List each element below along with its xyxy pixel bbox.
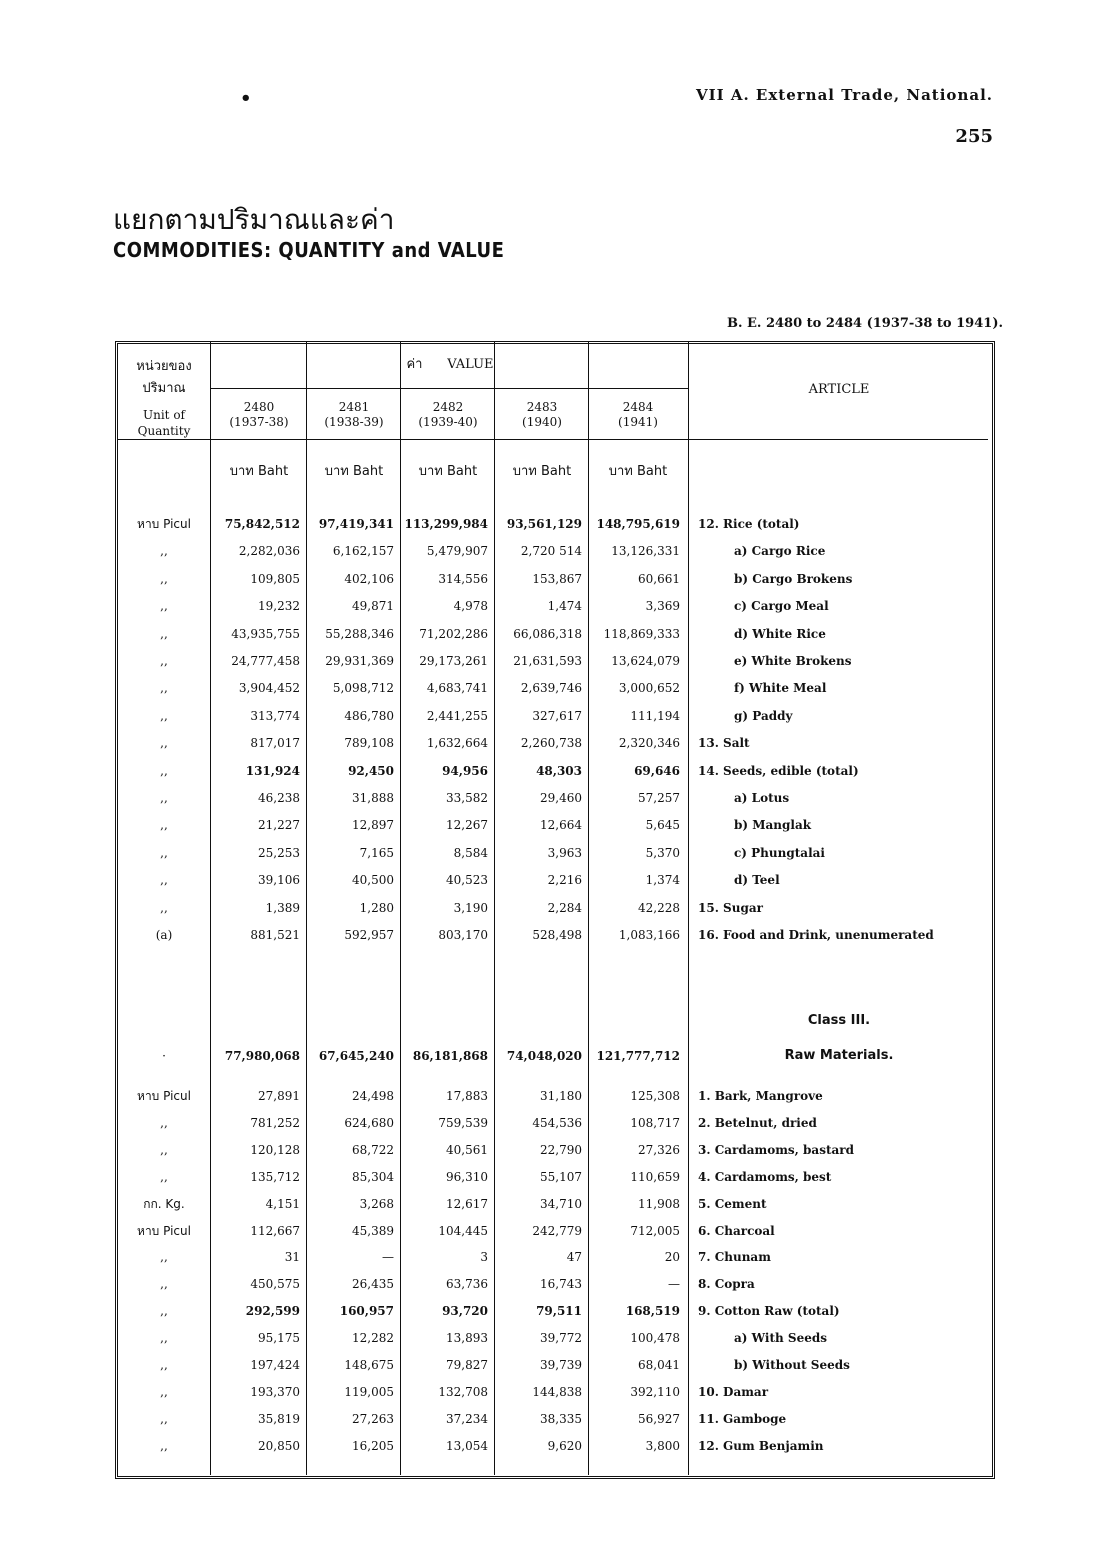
value-cell: 5,370 [645, 845, 680, 860]
value-header-rule [210, 388, 688, 389]
currency-label: บาท Baht [608, 464, 668, 479]
value-cell: 1,083,166 [618, 928, 680, 942]
unit-cell: กก. Kg. [143, 1196, 185, 1211]
value-cell: 37,234 [446, 1411, 488, 1426]
article-cell: 9. Cotton Raw (total) [698, 1304, 840, 1319]
value-cell: 759,539 [438, 1115, 488, 1130]
value-cell: 2,284 [547, 900, 582, 915]
unit-cell: ,, [160, 873, 168, 888]
value-cell: 16,743 [540, 1277, 582, 1292]
value-cell: 71,202,286 [419, 626, 488, 641]
unit-cell: ,, [160, 791, 168, 805]
value-cell: 4,683,741 [426, 681, 488, 696]
value-cell: 110,659 [630, 1169, 680, 1184]
value-cell: 12,267 [446, 818, 488, 833]
column-divider [400, 342, 401, 1475]
value-cell: 528,498 [532, 928, 582, 942]
unit-cell: ,, [160, 736, 168, 751]
value-cell: 27,263 [352, 1411, 394, 1426]
year-header-be: 2483 [526, 400, 558, 414]
value-cell: 45,389 [352, 1223, 394, 1238]
value-cell: 2,282,036 [238, 544, 300, 559]
value-cell: 27,326 [638, 1142, 680, 1157]
value-cell: 803,170 [438, 928, 488, 942]
value-cell: — [668, 1277, 680, 1292]
value-cell: 68,041 [638, 1358, 680, 1372]
unit-cell: ,, [160, 1304, 168, 1319]
article-cell: 4. Cardamoms, best [698, 1169, 832, 1184]
article-cell: f) White Meal [734, 681, 827, 696]
article-cell: 12. Gum Benjamin [698, 1438, 824, 1453]
value-cell: 60,661 [638, 571, 680, 586]
currency-label: บาท Baht [512, 464, 572, 479]
unit-cell: ,, [160, 681, 168, 696]
value-cell: 95,175 [258, 1331, 300, 1346]
article-cell: 15. Sugar [698, 900, 763, 915]
article-cell: b) Cargo Brokens [734, 571, 853, 586]
value-cell: 40,500 [352, 873, 394, 888]
value-cell: 4,151 [265, 1196, 300, 1211]
value-cell: 3,190 [453, 900, 488, 915]
article-cell: 2. Betelnut, dried [698, 1115, 817, 1130]
page-title-thai: แยกตามปริมาณและค่า [113, 203, 395, 236]
article-cell: a) With Seeds [734, 1331, 827, 1346]
value-cell: 31,888 [352, 791, 394, 805]
value-cell: 93,561,129 [506, 517, 582, 531]
value-header-thai: ค่า [406, 357, 423, 372]
article-cell: 1. Bark, Mangrove [698, 1089, 823, 1103]
value-cell: 25,253 [258, 845, 300, 860]
value-cell: 242,779 [532, 1223, 582, 1238]
value-cell: 26,435 [352, 1277, 394, 1292]
value-cell: 42,228 [638, 900, 680, 915]
value-cell: 2,720 514 [520, 544, 582, 559]
value-cell: 1,474 [547, 599, 582, 614]
column-divider [688, 342, 689, 1475]
value-cell: 24,777,458 [231, 654, 300, 668]
article-cell: c) Phungtalai [734, 845, 825, 860]
value-cell: 193,370 [250, 1384, 300, 1399]
value-cell: 486,780 [344, 708, 394, 723]
class-heading: Class III. [807, 1013, 871, 1028]
value-cell: 113,299,984 [404, 517, 488, 531]
value-cell: 6,162,157 [332, 544, 394, 559]
unit-cell: ,, [160, 599, 168, 614]
value-cell: 3,963 [547, 845, 582, 860]
value-cell: 121,777,712 [596, 1049, 680, 1063]
value-cell: 29,931,369 [325, 654, 394, 668]
value-cell: 5,098,712 [332, 681, 394, 696]
value-cell: 402,106 [344, 571, 394, 586]
unit-header-en-1: Unit of [143, 408, 185, 422]
currency-label: บาท Baht [229, 464, 289, 479]
value-cell: 85,304 [352, 1169, 394, 1184]
header-rule [118, 439, 988, 440]
unit-cell: ,, [160, 900, 168, 915]
value-cell: 47 [566, 1250, 582, 1265]
value-cell: 94,956 [442, 763, 488, 778]
article-cell: 8. Copra [698, 1277, 755, 1292]
value-cell: 22,790 [540, 1142, 582, 1157]
value-cell: 153,867 [532, 571, 582, 586]
article-cell: e) White Brokens [734, 654, 852, 668]
unit-header-en-2: Quantity [137, 424, 191, 438]
value-cell: 132,708 [438, 1384, 488, 1399]
value-cell: 13,126,331 [611, 544, 680, 559]
value-cell: 120,128 [250, 1142, 300, 1157]
value-cell: 46,238 [258, 791, 300, 805]
value-cell: 92,450 [348, 763, 394, 778]
value-cell: 69,646 [634, 763, 680, 778]
value-cell: 4,978 [453, 599, 488, 614]
value-cell: 93,720 [442, 1304, 488, 1319]
article-cell: b) Manglak [734, 818, 812, 833]
unit-cell: ,, [160, 626, 168, 641]
column-divider [588, 342, 589, 1475]
value-cell: 11,908 [638, 1196, 680, 1211]
value-cell: 781,252 [250, 1115, 300, 1130]
value-cell: 39,106 [258, 873, 300, 888]
article-cell: 3. Cardamoms, bastard [698, 1142, 854, 1157]
value-cell: 40,523 [446, 873, 488, 888]
unit-cell: ,, [160, 1277, 168, 1292]
value-cell: 2,260,738 [520, 736, 582, 751]
value-cell: 13,893 [446, 1331, 488, 1346]
article-cell: 13. Salt [698, 736, 750, 751]
year-header-be: 2480 [243, 400, 275, 414]
unit-cell: ,, [160, 845, 168, 860]
value-cell: 104,445 [438, 1223, 488, 1238]
article-cell: g) Paddy [734, 708, 793, 723]
year-header-ad: (1938-39) [324, 415, 384, 429]
value-cell: 24,498 [352, 1089, 394, 1103]
value-cell: 27,891 [258, 1089, 300, 1103]
value-cell: 5,479,907 [426, 544, 488, 559]
value-cell: 3 [480, 1250, 488, 1265]
page-number: 255 [955, 126, 993, 147]
value-cell: 148,795,619 [596, 517, 680, 531]
value-cell: 118,869,333 [603, 626, 680, 641]
value-cell: 7,165 [359, 845, 394, 860]
value-cell: 96,310 [446, 1169, 488, 1184]
value-cell: 49,871 [352, 599, 394, 614]
value-cell: 1,374 [645, 873, 680, 888]
unit-header-thai-1: หน่วยของ [136, 359, 192, 374]
value-cell: 454,536 [532, 1115, 582, 1130]
value-cell: 66,086,318 [513, 626, 582, 641]
value-cell: 38,335 [540, 1411, 582, 1426]
value-cell: 131,924 [245, 763, 300, 778]
page-title-english: COMMODITIES: QUANTITY and VALUE [113, 238, 505, 262]
unit-cell: หาบ Picul [137, 517, 191, 531]
value-cell: 108,717 [630, 1115, 680, 1130]
unit-header-thai-2: ปริมาณ [142, 381, 186, 396]
article-cell: 7. Chunam [698, 1250, 771, 1265]
currency-label: บาท Baht [324, 464, 384, 479]
unit-cell: ,, [160, 1411, 168, 1426]
unit-cell: ,, [160, 654, 168, 668]
value-cell: 57,257 [638, 791, 680, 805]
value-cell: 3,268 [359, 1196, 394, 1211]
article-cell: 11. Gamboge [698, 1411, 787, 1426]
value-cell: 2,320,346 [618, 736, 680, 751]
unit-cell: ,, [160, 1250, 168, 1265]
value-cell: 12,282 [352, 1331, 394, 1346]
value-cell: 21,227 [258, 818, 300, 833]
value-cell: 31 [284, 1250, 300, 1265]
value-cell: 43,935,755 [231, 626, 300, 641]
value-cell: 450,575 [250, 1277, 300, 1292]
value-cell: 16,205 [352, 1438, 394, 1453]
article-cell: b) Without Seeds [734, 1358, 850, 1372]
value-cell: 79,511 [536, 1304, 582, 1319]
article-cell: c) Cargo Meal [734, 599, 829, 614]
unit-cell: ,, [160, 1169, 168, 1184]
unit-cell: ,, [160, 1358, 168, 1372]
unit-cell: ,, [160, 571, 168, 586]
column-divider [306, 342, 307, 1475]
value-cell: 86,181,868 [412, 1049, 488, 1063]
value-cell: 12,897 [352, 818, 394, 833]
unit-cell: ,, [160, 1331, 168, 1346]
article-cell: 6. Charcoal [698, 1223, 775, 1238]
value-cell: 881,521 [250, 928, 300, 942]
class-total-label: Raw Materials. [784, 1048, 894, 1063]
value-cell: 3,000,652 [618, 681, 680, 696]
value-cell: 19,232 [258, 599, 300, 614]
column-divider [210, 342, 211, 1475]
value-cell: 79,827 [446, 1358, 488, 1372]
value-cell: 712,005 [630, 1223, 680, 1238]
value-cell: 31,180 [540, 1089, 582, 1103]
article-cell: 12. Rice (total) [698, 517, 800, 531]
value-cell: 9,620 [547, 1438, 582, 1453]
value-cell: 35,819 [258, 1411, 300, 1426]
year-header-ad: (1939-40) [418, 415, 478, 429]
value-cell: 75,842,512 [224, 517, 300, 531]
unit-cell: (a) [155, 928, 173, 942]
value-cell: 119,005 [344, 1384, 394, 1399]
article-header: ARTICLE [808, 382, 870, 397]
unit-cell: ,, [160, 763, 168, 778]
period-label: B. E. 2480 to 2484 (1937-38 to 1941). [726, 316, 1003, 331]
value-cell: 3,904,452 [238, 681, 300, 696]
value-cell: — [382, 1250, 394, 1265]
year-header-ad: (1940) [522, 415, 562, 429]
value-cell: 97,419,341 [318, 517, 394, 531]
unit-cell: ,, [160, 1142, 168, 1157]
article-cell: a) Lotus [734, 791, 790, 805]
value-cell: 327,617 [532, 708, 582, 723]
value-cell: 392,110 [630, 1384, 680, 1399]
unit-cell: ,, [160, 1384, 168, 1399]
year-header-be: 2484 [622, 400, 654, 414]
unit-cell: ,, [160, 544, 168, 559]
value-cell: 13,054 [446, 1438, 488, 1453]
value-header-english: VALUE [447, 357, 494, 372]
article-cell: 16. Food and Drink, unenumerated [698, 928, 934, 942]
value-cell: 39,772 [540, 1331, 582, 1346]
article-cell: d) White Rice [734, 626, 826, 641]
value-cell: 144,838 [532, 1384, 582, 1399]
value-cell: 56,927 [638, 1411, 680, 1426]
value-cell: 1,280 [359, 900, 394, 915]
value-cell: 34,710 [540, 1196, 582, 1211]
value-cell: 33,582 [446, 791, 488, 805]
value-cell: 1,632,664 [426, 736, 488, 751]
value-cell: 21,631,593 [513, 654, 582, 668]
value-cell: 55,107 [540, 1169, 582, 1184]
year-header-be: 2481 [338, 400, 370, 414]
article-cell: a) Cargo Rice [734, 544, 826, 559]
article-cell: 14. Seeds, edible (total) [698, 763, 859, 778]
value-cell: 314,556 [438, 571, 488, 586]
value-cell: 8,584 [453, 845, 488, 860]
value-cell: 112,667 [250, 1223, 300, 1238]
article-cell: 5. Cement [698, 1196, 767, 1211]
value-cell: 12,664 [540, 818, 582, 833]
value-cell: 789,108 [344, 736, 394, 751]
header-bullet: • [240, 88, 252, 109]
currency-label: บาท Baht [418, 464, 478, 479]
value-cell: 160,957 [339, 1304, 394, 1319]
value-cell: 135,712 [250, 1169, 300, 1184]
value-cell: 168,519 [625, 1304, 680, 1319]
unit-cell: ,, [160, 818, 168, 833]
unit-cell: หาบ Picul [137, 1089, 191, 1103]
value-cell: 592,957 [344, 928, 394, 942]
value-cell: 55,288,346 [325, 626, 394, 641]
value-cell: 39,739 [540, 1358, 582, 1372]
value-cell: 67,645,240 [318, 1049, 394, 1063]
value-cell: 40,561 [446, 1142, 488, 1157]
value-cell: 12,617 [446, 1196, 488, 1211]
value-cell: 48,303 [536, 763, 582, 778]
article-cell: d) Teel [734, 873, 780, 888]
value-cell: 74,048,020 [506, 1049, 582, 1063]
value-cell: 5,645 [645, 818, 680, 833]
value-cell: 125,308 [630, 1089, 680, 1103]
article-cell: 10. Damar [698, 1384, 769, 1399]
value-header [212, 358, 688, 372]
value-cell: 63,736 [446, 1277, 488, 1292]
value-cell: 68,722 [352, 1142, 394, 1157]
value-cell: 13,624,079 [611, 654, 680, 668]
unit-cell: หาบ Picul [137, 1223, 191, 1238]
value-cell: 292,599 [245, 1304, 300, 1319]
year-header-ad: (1937-38) [229, 415, 289, 429]
value-cell: 2,216 [547, 873, 582, 888]
value-cell: 3,800 [645, 1438, 680, 1453]
value-cell: 20 [664, 1250, 680, 1265]
year-header-ad: (1941) [618, 415, 658, 429]
unit-cell: ,, [160, 1115, 168, 1130]
unit-cell: ,, [160, 1438, 168, 1453]
value-cell: 29,173,261 [419, 654, 488, 668]
year-header-be: 2482 [432, 400, 464, 414]
value-cell: 2,639,746 [520, 681, 582, 696]
column-divider [494, 342, 495, 1475]
value-cell: 197,424 [250, 1358, 300, 1372]
unit-cell: ,, [160, 708, 168, 723]
value-cell: 624,680 [344, 1115, 394, 1130]
value-cell: 148,675 [344, 1358, 394, 1372]
value-cell: 313,774 [250, 708, 300, 723]
value-cell: 17,883 [446, 1089, 488, 1103]
value-cell: 2,441,255 [426, 708, 488, 723]
value-cell: 1,389 [265, 900, 300, 915]
value-cell: 77,980,068 [224, 1049, 300, 1063]
unit-cell: · [162, 1049, 166, 1063]
section-title: VII A. External Trade, National. [695, 86, 993, 104]
value-cell: 109,805 [250, 571, 300, 586]
value-cell: 3,369 [645, 599, 680, 614]
value-cell: 111,194 [630, 708, 680, 723]
value-cell: 29,460 [540, 791, 582, 805]
value-cell: 100,478 [630, 1331, 680, 1346]
value-cell: 817,017 [250, 736, 300, 751]
value-cell: 20,850 [258, 1438, 300, 1453]
